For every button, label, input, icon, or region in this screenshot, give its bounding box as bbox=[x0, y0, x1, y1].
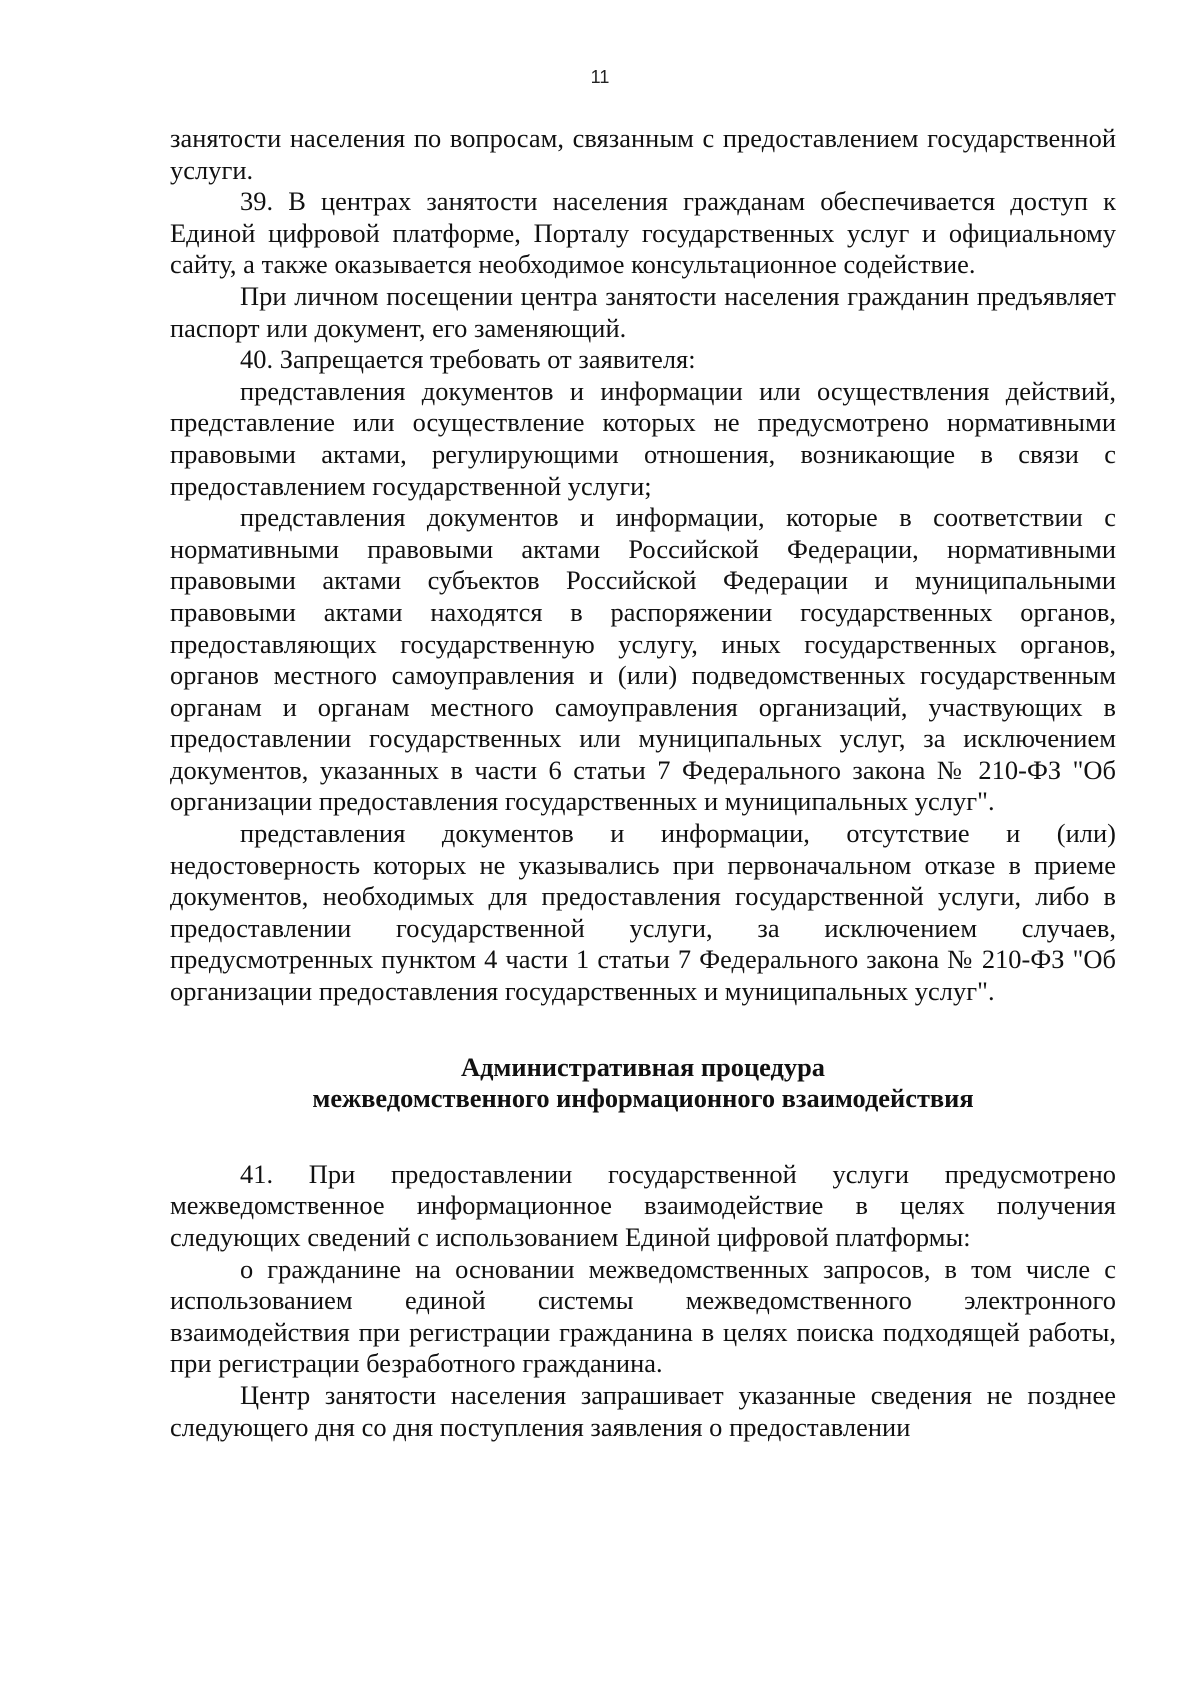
paragraph: о гражданине на основании межведомственных запросов, в том числе с использованием единой системы межведомственного электронного взаимодействия при регистрации гражданина в целях поиска подходящей работы, при регистрации безработного гражданина. bbox=[170, 1253, 1116, 1379]
paragraph: представления документов и информации, которые в соответствии с нормативными правовыми актами Российской Федерации, нормативными правовыми актами субъектов Российской Федерации и муниципальными правовыми актами находятся в распоряжении государственных органов, предоставляющих государственную услугу, иных государственных органов, органов местного самоуправления и (или) подведомственных государственным органам и органам местного самоуправления организаций, участвующих в предоставлении государственных или муниципальных услуг, за исключением документов, указанных в части 6 статьи 7 Федерального закона № 210-ФЗ "Об организации предоставления государственных и муниципальных услуг". bbox=[170, 502, 1116, 817]
paragraph: 40. Запрещается требовать от заявителя: bbox=[240, 344, 696, 375]
section-title bbox=[170, 1052, 1116, 1115]
paragraph: представления документов и информации, отсутствие и (или) недостоверность которых не указывались при первоначальном отказе в приеме документов, необходимых для предоставления государственной услуги, либо в предоставлении государственной услуги, за исключением случаев, предусмотренных пунктом 4 части 1 статьи 7 Федерального закона № 210-ФЗ "Об организации предоставления государственных и муниципальных услуг". bbox=[170, 818, 1116, 1007]
paragraph: Центр занятости населения запрашивает указанные сведения не позднее следующего дня со дня поступления заявления о предоставлении bbox=[170, 1379, 1116, 1442]
paragraph: При личном посещении центра занятости населения гражданин предъявляет паспорт или документ, его заменяющий. bbox=[170, 280, 1116, 343]
paragraph: представления документов и информации или осуществления действий, представление или осуществление которых не предусмотрено нормативными правовыми актами, регулирующими отношения, возникающие в связи с предоставлением государственной услуги; bbox=[170, 375, 1116, 501]
section-title-line: Административная процедура bbox=[461, 1051, 825, 1082]
page-number: 11 bbox=[590, 67, 610, 87]
paragraph: 39. В центрах занятости населения гражданам обеспечивается доступ к Единой цифровой платформе, Порталу государственных услуг и официальному сайту, а также оказывается необходимое консультационное содействие. bbox=[170, 186, 1116, 280]
paragraph: 41. При предоставлении государственной услуги предусмотрено межведомственное информационное взаимодействие в целях получения следующих сведений с использованием Единой цифровой платформы: bbox=[170, 1158, 1116, 1252]
section-title-line: межведомственного информационного взаимодействия bbox=[312, 1083, 974, 1114]
paragraph: занятости населения по вопросам, связанным с предоставлением государственной услуги. bbox=[170, 123, 1116, 185]
document-body bbox=[170, 123, 1116, 1443]
